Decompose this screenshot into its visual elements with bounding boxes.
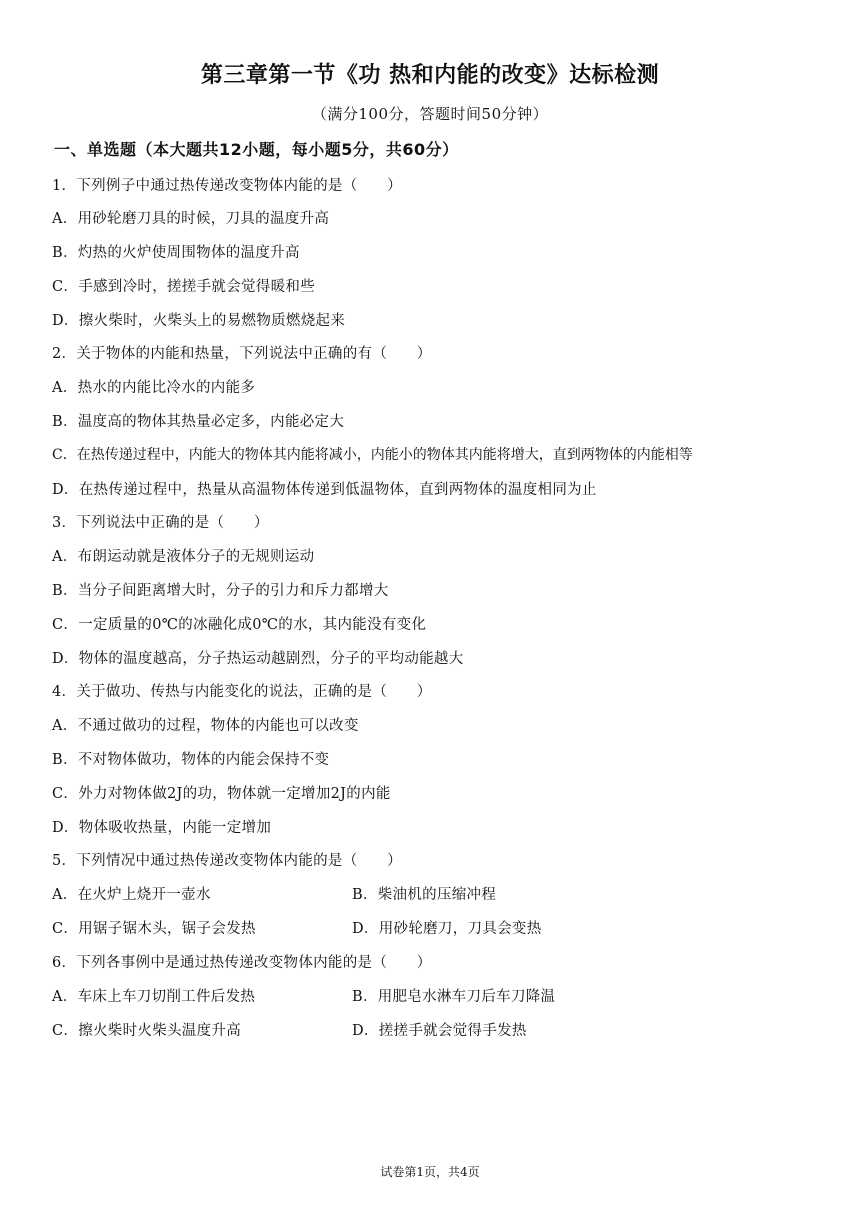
question-1-option-c: C．手感到冷时，搓搓手就会觉得暖和些	[52, 279, 315, 295]
question-6-option-a: A．车床上车刀切削工件后发热	[52, 989, 256, 1005]
page-title: 第三章第一节《功 热和内能的改变》达标检测	[200, 63, 660, 88]
question-5-stem: 5．下列情况中通过热传递改变物体内能的是（ ）	[52, 853, 402, 869]
question-6-stem: 6．下列各事例中是通过热传递改变物体内能的是（ ）	[52, 955, 432, 971]
question-2-option-b: B．温度高的物体其热量必定多，内能必定大	[52, 414, 345, 430]
question-4-option-b: B．不对物体做功，物体的内能会保持不变	[52, 752, 330, 768]
question-1-stem: 1．下列例子中通过热传递改变物体内能的是（ ）	[52, 178, 402, 194]
question-2-option-d: D．在热传递过程中，热量从高温物体传递到低温物体，直到两物体的温度相同为止	[52, 482, 597, 498]
question-3-option-c: C．一定质量的0℃的冰融化成0℃的水，其内能没有变化	[52, 617, 427, 633]
question-6-option-c: C．擦火柴时火柴头温度升高	[52, 1023, 241, 1039]
question-1-option-d: D．擦火柴时，火柴头上的易燃物质燃烧起来	[52, 313, 346, 329]
question-2-option-a: A．热水的内能比冷水的内能多	[52, 380, 256, 396]
question-3-stem: 3．下列说法中正确的是（ ）	[52, 515, 269, 531]
section-heading: 一、单选题（本大题共12小题，每小题5分，共60分）	[54, 140, 459, 159]
question-5-option-b: B．柴油机的压缩冲程	[352, 887, 497, 903]
question-4-option-a: A．不通过做功的过程，物体的内能也可以改变	[52, 718, 359, 734]
question-5-option-d: D．用砂轮磨刀，刀具会变热	[352, 921, 542, 937]
question-4-option-c: C．外力对物体做2J的功，物体就一定增加2J的内能	[52, 786, 391, 802]
question-4-stem: 4．关于做功、传热与内能变化的说法，正确的是（ ）	[52, 684, 432, 700]
question-3-option-b: B．当分子间距离增大时，分子的引力和斥力都增大	[52, 583, 389, 599]
question-5-option-a: A．在火炉上烧开一壶水	[52, 887, 211, 903]
question-6-option-d: D．搓搓手就会觉得手发热	[352, 1023, 527, 1039]
question-2-stem: 2．关于物体的内能和热量，下列说法中正确的有（ ）	[52, 346, 432, 362]
question-2-option-c: C．在热传递过程中，内能大的物体其内能将减小，内能小的物体其内能将增大，直到两物体的内能相等	[52, 447, 693, 463]
question-1-option-a: A．用砂轮磨刀具的时候，刀具的温度升高	[52, 211, 330, 227]
question-3-option-d: D．物体的温度越高，分子热运动越剧烈，分子的平均动能越大	[52, 651, 464, 667]
question-4-option-d: D．物体吸收热量，内能一定增加	[52, 820, 272, 836]
question-6-option-b: B．用肥皂水淋车刀后车刀降温	[352, 989, 556, 1005]
question-5-option-c: C．用锯子锯木头，锯子会发热	[52, 921, 256, 937]
page-footer: 试卷第1页，共4页	[380, 1165, 480, 1179]
question-3-option-a: A．布朗运动就是液体分子的无规则运动	[52, 549, 315, 565]
question-1-option-b: B．灼热的火炉使周围物体的温度升高	[52, 245, 300, 261]
exam-info: （满分100分，答题时间50分钟）	[311, 105, 549, 123]
